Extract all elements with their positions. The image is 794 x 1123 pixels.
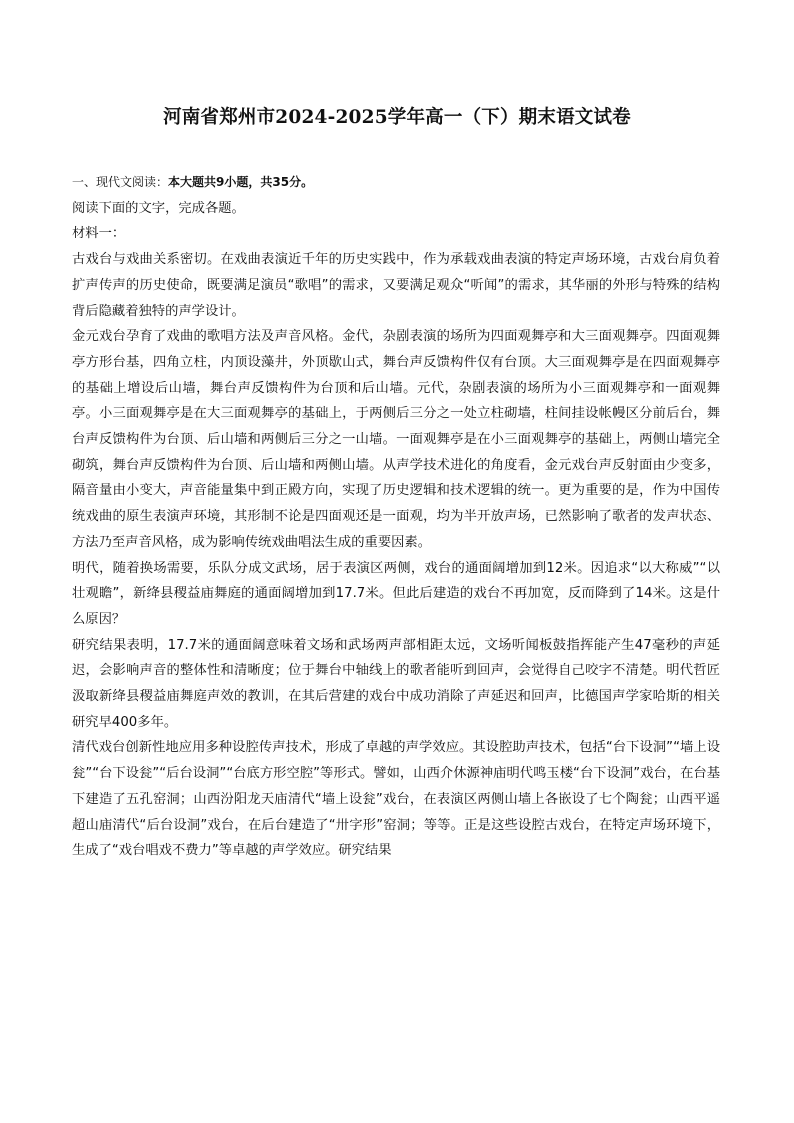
paragraph-3: 明代，随着换场需要，乐队分成文武场，居于表演区两侧，戏台的通面阔增加到12米。因追求“以大称威”“以壮观瞻”，新绛县稷益庙舞庭的通面阔增加到17.7米。但此后建造的戏台不再加宽，反而降到了14米。这是什么原因？ (72, 560, 720, 627)
document-title: 河南省郑州市2024-2025学年高一（下）期末语文试卷 (163, 107, 631, 128)
document-body (72, 170, 720, 864)
paragraph-5: 清代戏台创新性地应用多种设腔传声技术，形成了卓越的声学效应。其设腔助声技术，包括“台下设洞”“墙上设瓮”“台下设瓮”“后台设洞”“台底方形空腔”等形式。譬如，山西介休源神庙明代鸣玉楼“台下设洞”戏台，在台基下建造了五孔窑洞；山西汾阳龙天庙清代“墙上设瓮”戏台，在表演区两侧山墙上各嵌设了七个陶瓮；山西平遥超山庙清代“后台设洞”戏台，在后台建造了“卅字形”窑洞；等等。正是这些设腔古戏台，在特定声场环境下，生成了“戏台唱戏不费力”等卓越的声学效应。研究结果 (72, 740, 720, 859)
section-detail: 本大题共9小题，共35分。 (168, 175, 314, 189)
instruction-text: 阅读下面的文字，完成各题。 (72, 200, 245, 216)
material-label: 材料一： (72, 226, 126, 242)
section-prefix: 一、现代文阅读： (72, 175, 169, 189)
paragraph-1: 古戏台与戏曲关系密切。在戏曲表演近千年的历史实践中，作为承载戏曲表演的特定声场环境，古戏台肩负着扩声传声的历史使命，既要满足演员“歌唱”的需求，又要满足观众“听闻”的需求，其华丽的外形与特殊的结构背后隐藏着独特的声学设计。 (72, 252, 720, 319)
paragraph-2: 金元戏台孕育了戏曲的歌唱方法及声音风格。金代，杂剧表演的场所为四面观舞亭和大三面观舞亭。四面观舞亭方形台基，四角立柱，内顶设藻井，外顶歇山式，舞台声反馈构件仅有台顶。大三面观舞亭是在四面观舞亭的基础上增设后山墙，舞台声反馈构件为台顶和后山墙。元代，杂剧表演的场所为小三面观舞亭和一面观舞亭。小三面观舞亭是在大三面观舞亭的基础上，于两侧后三分之一处立柱砌墙，柱间挂设帐幔区分前后台，舞台声反馈构件为台顶、后山墙和两侧后三分之一山墙。一面观舞亭是在小三面观舞亭的基础上，两侧山墙完全砌筑，舞台声反馈构件为台顶、后山墙和两侧山墙。从声学技术进化的角度看，金元戏台声反射面由少变多，隔音量由小变大，声音能量集中到正殿方向，实现了历史逻辑和技术逻辑的统一。更为重要的是，作为中国传统戏曲的原生表演声环境，其形制不论是四面观还是一面观，均为半开放声场，已然影响了歌者的发声状态、方法乃至声音风格，成为影响传统戏曲唱法生成的重要因素。 (72, 329, 720, 550)
paragraph-4: 研究结果表明，17.7米的通面阔意味着文场和武场两声部相距太远，文场听闻板鼓指挥能产生47毫秒的声延迟，会影响声音的整体性和清晰度；位于舞台中轴线上的歌者能听到回声，会觉得自己咬字不清楚。明代哲匠汲取新绛县稷益庙舞庭声效的教训，在其后营建的戏台中成功消除了声延迟和回声，比德国声学家哈斯的相关研究早400多年。 (72, 637, 720, 730)
section-heading (72, 170, 720, 196)
